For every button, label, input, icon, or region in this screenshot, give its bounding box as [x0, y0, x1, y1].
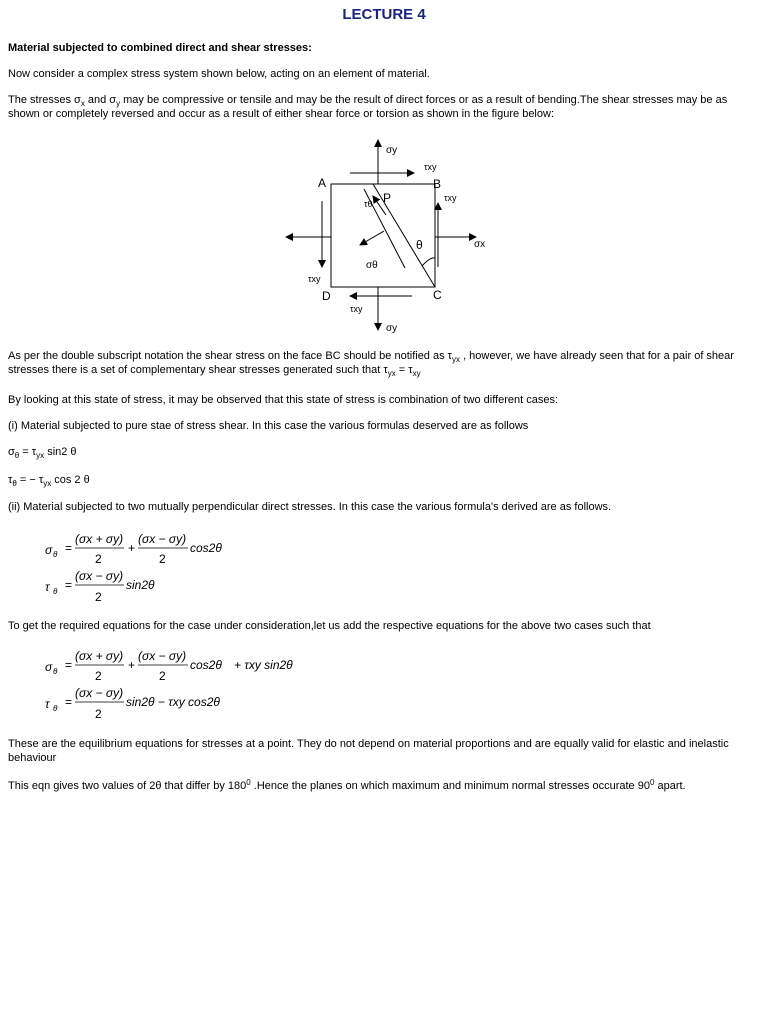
equation-sigma-theta-shear: $\sigma_\theta = \tau_{yx}$ sin2 θ [8, 446, 77, 460]
tau-xy-bottom-label: τxy [350, 304, 363, 314]
plus-sign: + [128, 541, 136, 555]
page-title: LECTURE 4 [342, 6, 426, 23]
paragraph-case-2: (ii) Material subjected to two mutually perpendicular direct stresses. In this case the various formula's derived are as follows. [8, 501, 612, 513]
paragraph-intro: Now consider a complex stress system shown below, acting on an element of material. [8, 68, 430, 80]
sin-minus-term: sin2θ − τxy cos2θ [126, 695, 220, 709]
paragraph-notation: As per the double subscript notation the shear stress on the face BC should be notified as $\tau_{yx}$ , however, we have already seen that for a pair of shear stresses there is a set of complementary shear stresses generated such that $\tau_{yx} = \tau_{xy}$ [8, 350, 734, 378]
equations-combined [40, 645, 320, 725]
num-sum: (σx + σy) [75, 532, 124, 546]
plus-sign-c: + [128, 658, 136, 672]
sigma-y-bottom-label: σy [386, 323, 398, 334]
den-two-2: 2 [159, 552, 166, 566]
equation-tau-theta-shear: $\tau_\theta$ = − $\tau_{yx}$ cos 2 θ [8, 474, 90, 488]
paragraph-combine: To get the required equations for the case under consideration,let us add the respective equations for the above two cases such that [8, 620, 651, 632]
eq-sign-c: = [65, 658, 73, 672]
corner-d-label: D [322, 289, 331, 303]
paragraph-observation: By looking at this state of stress, it may be observed that this state of stress is combination of two different cases: [8, 394, 559, 406]
lhs-tau-c: τ [45, 697, 50, 711]
num-sum-c: (σx + σy) [75, 649, 124, 663]
eq-sign: = [65, 541, 73, 555]
tau-xy-left-label: τxy [308, 274, 321, 284]
lhs-sigma-c-sub: θ [53, 667, 58, 676]
corner-a-label: A [318, 176, 327, 190]
sin-term: sin2θ [126, 578, 155, 592]
equations-direct-stresses [40, 528, 260, 608]
lhs-sigma: σ [45, 543, 53, 557]
num-diff-2: (σx − σy) [75, 569, 124, 583]
den-two-3: 2 [95, 590, 102, 604]
sigma-y-top-label: σy [386, 145, 398, 156]
theta-label: θ [416, 238, 423, 252]
stress-element-figure [280, 135, 500, 335]
paragraph-planes: This eqn gives two values of 2θ that differ by $180^0$ .Hence the planes on which maximum and minimum normal stresses occurate $90^0$ apart. [8, 778, 686, 792]
num-diff: (σx − σy) [138, 532, 187, 546]
lhs-tau: τ [45, 580, 50, 594]
den-two: 2 [95, 552, 102, 566]
tau-theta-label: τθ [364, 199, 373, 209]
den-two-c3: 2 [95, 707, 102, 721]
txy-sin-term: + τxy sin2θ [234, 658, 293, 672]
lhs-tau-sub: θ [53, 587, 58, 596]
paragraph-case-1: (i) Material subjected to pure stae of stress shear. In this case the various formulas deserved are as follows [8, 420, 529, 432]
section-heading: Material subjected to combined direct and shear stresses: [8, 42, 312, 54]
den-two-c: 2 [95, 669, 102, 683]
corner-c-label: C [433, 288, 442, 302]
cos-term-c: cos2θ [190, 658, 222, 672]
paragraph-equilibrium: These are the equilibrium equations for stresses at a point. They do not depend on material proportions and are equally valid for elastic and inelastic behaviour [8, 738, 729, 764]
eq-sign-c2: = [65, 695, 73, 709]
num-diff-c2: (σx − σy) [75, 686, 124, 700]
cos-term: cos2θ [190, 541, 222, 555]
den-two-c2: 2 [159, 669, 166, 683]
tau-xy-top-label: τxy [424, 162, 437, 172]
lhs-sigma-sub: θ [53, 550, 58, 559]
corner-b-label: B [433, 177, 442, 191]
lhs-tau-c-sub: θ [53, 704, 58, 713]
tau-xy-right-label: τxy [444, 193, 457, 203]
sigma-x-label: σx [474, 239, 486, 250]
eq-sign-2: = [65, 578, 73, 592]
num-diff-c: (σx − σy) [138, 649, 187, 663]
paragraph-stresses: The stresses $\sigma_x$ and $\sigma_y$ may be compressive or tensile and may be the result of direct forces or as a result of bending.The shear stresses may be as shown or completely reversed and occur as a result of either shear force or torsion as shown in the figure below: [8, 94, 728, 120]
lhs-sigma-c: σ [45, 660, 53, 674]
sigma-theta-label: σθ [366, 260, 378, 271]
point-p-label: P [383, 191, 392, 205]
